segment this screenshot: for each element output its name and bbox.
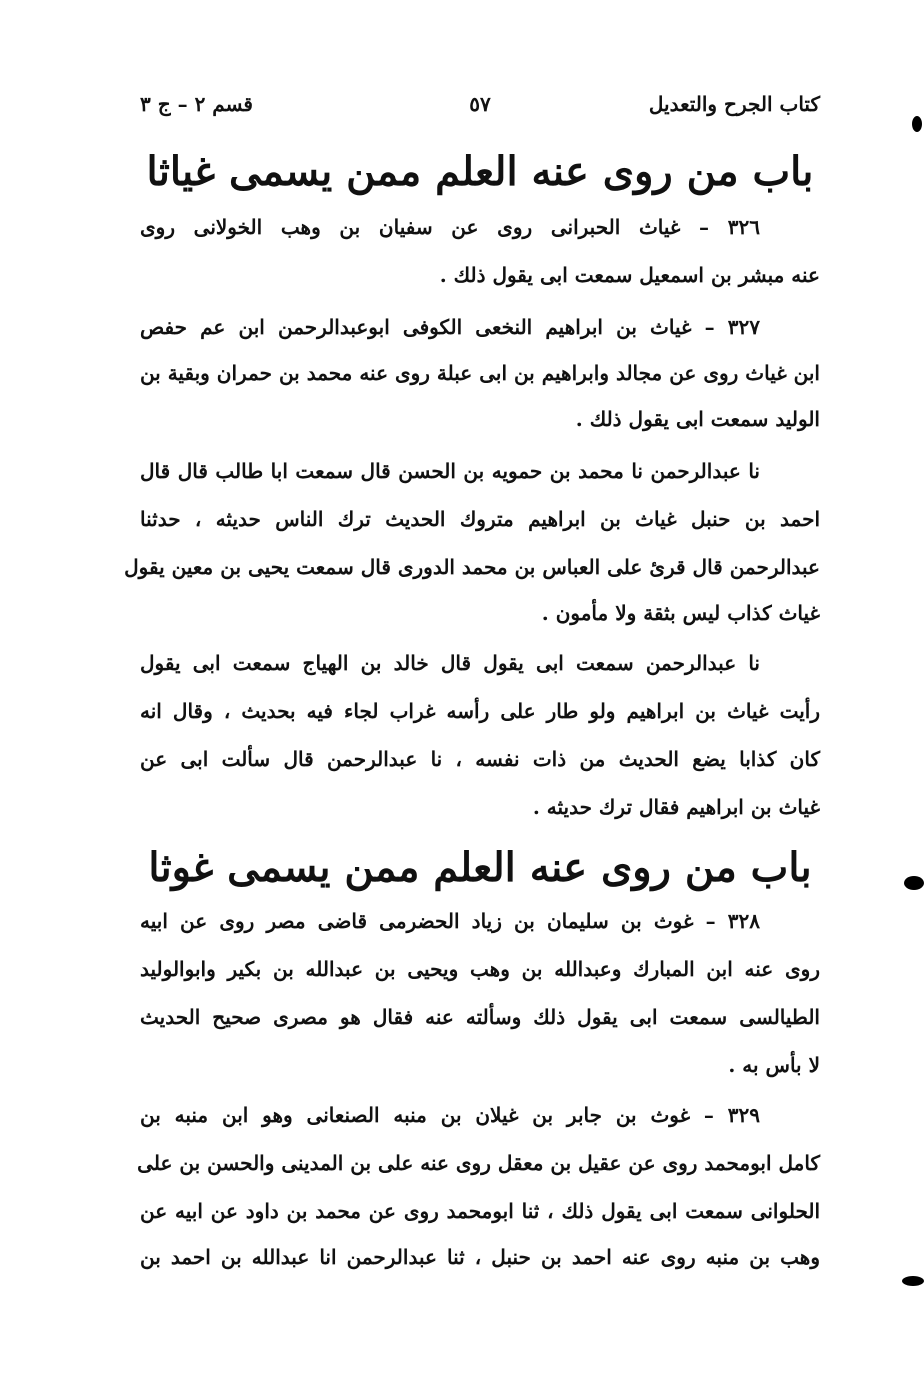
- entry-line: الوليد سمعت ابى يقول ذلك .: [575, 407, 820, 431]
- entry-line: الطيالسى سمعت ابى يقول ذلك وسألته عنه فقال هو مصرى صحيح الحديث: [140, 1005, 820, 1029]
- entry-line: روى عنه ابن المبارك وعبدالله بن وهب ويحيى بن عبدالله بن بكير وابوالوليد: [140, 957, 820, 981]
- book-title: كتاب الجرح والتعديل: [648, 92, 820, 116]
- entry-line: لا بأس به .: [728, 1053, 820, 1077]
- entry-line: ٣٢٩ – غوث بن جابر بن غيلان بن منبه الصنعانى وهو ابن منبه بن: [140, 1103, 760, 1127]
- entry-line: غياث بن ابراهيم فقال ترك حديثه .: [532, 795, 820, 819]
- section-heading-ghawth: باب من روى عنه العلم ممن يسمى غوثا: [148, 844, 812, 891]
- entry-line: كان كذابا يضع الحديث من ذات نفسه ، نا عبدالرحمن قال سألت ابى عن: [140, 747, 820, 771]
- entry-line: نا عبدالرحمن سمعت ابى يقول قال خالد بن الهياج سمعت ابى يقول: [140, 651, 760, 675]
- section-heading-ghiyath: باب من روى عنه العلم ممن يسمى غياثا: [146, 148, 814, 195]
- page-header: [140, 92, 820, 128]
- entry-line: احمد بن حنبل غياث بن ابراهيم متروك الحديث ترك الناس حديثه ، حدثنا: [140, 507, 820, 531]
- entry-line: ٣٢٧ – غياث بن ابراهيم النخعى الكوفى ابوعبدالرحمن ابن عم حفص: [140, 315, 760, 339]
- entry-line: الحلوانى سمعت ابى يقول ذلك ، ثنا ابومحمد روى عن محمد بن داود عن ابيه عن: [140, 1199, 820, 1223]
- entry-line: ٣٢٨ – غوث بن سليمان بن زياد الحضرمى قاضى مصر روى عن ابيه: [140, 909, 760, 933]
- entry-line: ابن غياث روى عن مجالد وابراهيم بن ابى عبلة روى عنه محمد بن حمران وبقية بن: [139, 361, 820, 385]
- margin-mark: [912, 116, 922, 132]
- entry-line: رأيت غياث بن ابراهيم ولو طار على رأسه غراب لجاء فيه بحديث ، وقال انه: [140, 699, 820, 723]
- entry-line: نا عبدالرحمن نا محمد بن حمويه بن الحسن قال سمعت ابا طالب قال قال: [140, 459, 760, 483]
- volume-part: قسم ٢ – ج ٣: [140, 92, 253, 116]
- entry-line: عنه مبشر بن اسمعيل سمعت ابى يقول ذلك .: [439, 263, 820, 287]
- entry-line: غياث كذاب ليس بثقة ولا مأمون .: [541, 601, 820, 625]
- entry-line: كامل ابومحمد روى عن عقيل بن معقل روى عنه على بن المدينى والحسن بن على: [137, 1151, 820, 1175]
- entry-line: عبدالرحمن قال قرئ على العباس بن محمد الدورى قال سمعت يحيى بن معين يقول: [124, 555, 820, 579]
- page-number: ٥٧: [469, 92, 491, 116]
- entry-line: ٣٢٦ – غياث الحبرانى روى عن سفيان بن وهب الخولانى روى: [140, 215, 760, 239]
- margin-mark: [902, 1276, 924, 1286]
- entry-line: وهب بن منبه روى عنه احمد بن حنبل ، ثنا عبدالرحمن انا عبدالله بن احمد بن: [140, 1245, 820, 1269]
- book-page: [124, 92, 820, 1292]
- margin-mark: [904, 876, 924, 890]
